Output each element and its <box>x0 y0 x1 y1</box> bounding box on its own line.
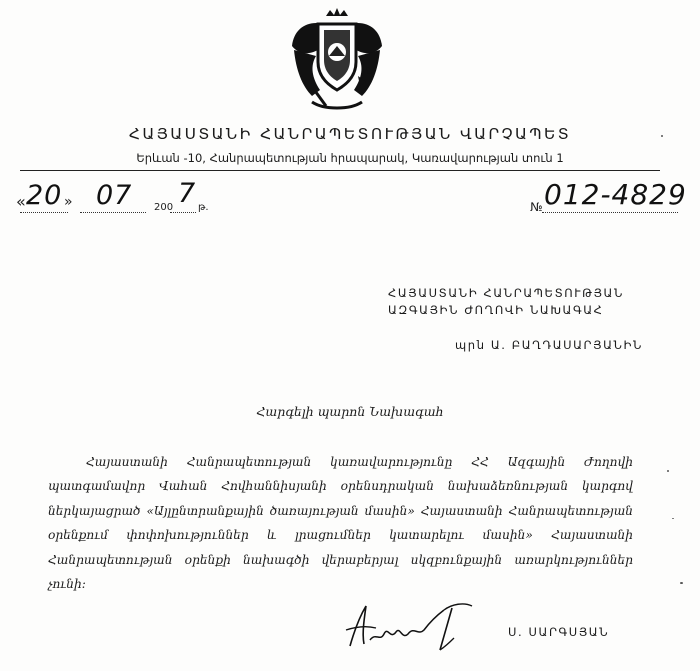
header-divider <box>20 170 660 171</box>
registration-number: 012-4829 <box>544 178 687 211</box>
date-open-quote: « <box>16 192 26 211</box>
recipient-name: պրն Ա. ԲԱՂԴԱՍԱՐՅԱՆԻՆ <box>455 338 644 352</box>
government-address: Երևան -10, Հանրապետության հրապարակ, Կառավարության տուն 1 <box>136 151 564 165</box>
signer-name: Ս. ՍԱՐԳՍՅԱՆ <box>508 625 610 639</box>
date-year-suffix: թ. <box>198 202 209 213</box>
number-prefix: № <box>530 200 543 214</box>
date-month: 07 <box>96 180 133 211</box>
date-day: 20 <box>26 180 63 211</box>
dateline <box>12 178 692 218</box>
armenian-coat-of-arms-icon <box>282 6 392 114</box>
addressee-block <box>388 285 624 319</box>
date-year-digit: 7 <box>178 178 197 209</box>
government-title: ՀԱՅԱՍՏԱՆԻ ՀԱՆՐԱՊԵՏՈՒԹՅԱՆ ՎԱՐՉԱՊԵՏ <box>128 125 572 143</box>
handwritten-signature <box>340 596 490 656</box>
addressee-line-1: ՀԱՅԱՍՏԱՆԻ ՀԱՆՐԱՊԵՏՈՒԹՅԱՆ <box>388 286 624 300</box>
letter-body: Հայաստանի Հանրապետության կառավարությունը ՀՀ Ազգային Ժողովի պատգամավոր Վահան Հովհաննիսյանի օրենսդրական նախաձեռնության կարգով ներկայացրած «Այլընտրանքային ծառայության մասին» Հայաստանի Հանրապետության օրենքում փոփոխություններ և լրացումներ կատարելու մասին» Հայաստանի Հանրապետության օրենքի նախագծի վերաբերյալ սկզբունքային առարկություններ չունի: <box>48 455 633 592</box>
date-close-quote: » <box>64 194 73 210</box>
date-year-prefix: 200 <box>154 202 174 213</box>
addressee-line-2: ԱԶԳԱՅԻՆ ԺՈՂՈՎԻ ՆԱԽԱԳԱՀ <box>388 303 604 317</box>
salutation: Հարգելի պարոն Նախագահ <box>256 404 444 419</box>
